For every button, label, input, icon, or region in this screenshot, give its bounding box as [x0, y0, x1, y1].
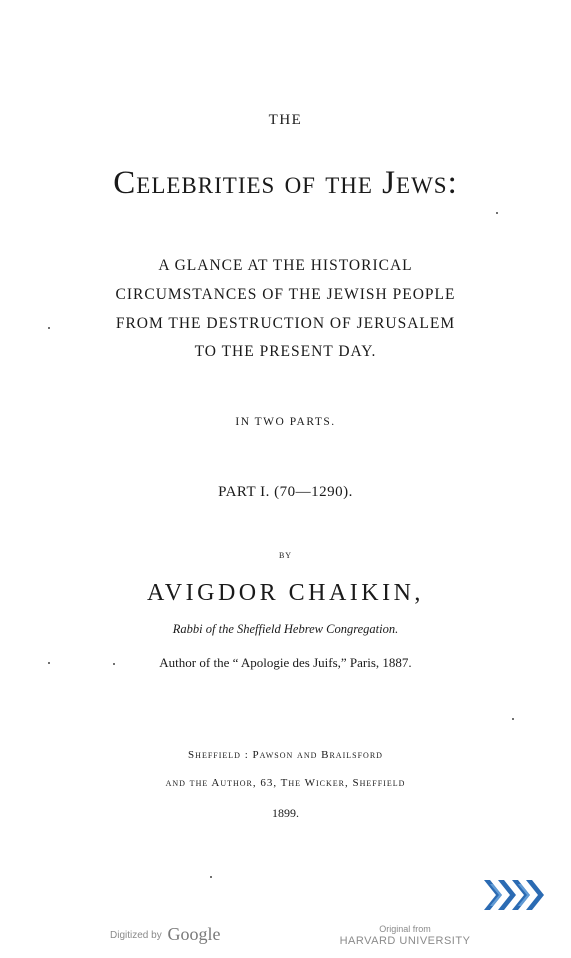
google-wordmark: Google	[167, 924, 221, 944]
subtitle-line-3: FROM THE DESTRUCTION OF JERUSALEM	[115, 315, 456, 332]
by-label: BY	[278, 551, 293, 560]
subtitle-line-2: CIRCUMSTANCES OF THE JEWISH PEOPLE	[115, 286, 456, 303]
scan-speck	[113, 663, 115, 665]
book-title: Celebrities of the Jews:	[113, 165, 458, 201]
part-heading: PART I. (70—1290).	[218, 484, 353, 500]
scan-speck	[48, 327, 50, 329]
title-article: THE	[268, 112, 303, 128]
author-previous-work: Author of the “ Apologie des Juifs,” Paris, 1887.	[159, 655, 412, 670]
hathitrust-chevrons-icon	[482, 874, 548, 916]
imprint-line-2: and the Author, 63, The Wicker, Sheffield	[165, 777, 406, 789]
imprint-line-1: Sheffield : Pawson and Brailsford	[188, 749, 383, 761]
scan-speck	[512, 718, 514, 720]
publication-year: 1899.	[272, 806, 299, 820]
subtitle-line-4: TO THE PRESENT DAY.	[194, 343, 377, 360]
scan-speck	[210, 876, 212, 878]
digitized-by-google	[110, 924, 220, 945]
original-source	[330, 924, 480, 947]
institution-name: HARVARD UNIVERSITY	[339, 935, 471, 947]
subtitle-line-1: A GLANCE AT THE HISTORICAL	[158, 257, 413, 274]
scan-speck	[496, 212, 498, 214]
author-role: Rabbi of the Sheffield Hebrew Congregation.	[172, 622, 399, 636]
author-name: AVIGDOR CHAIKIN,	[147, 580, 424, 606]
scan-speck	[48, 662, 50, 664]
digitized-by-label: Digitized by	[110, 930, 162, 941]
parts-note: IN TWO PARTS.	[235, 416, 336, 428]
original-from-label: Original from	[379, 924, 431, 934]
